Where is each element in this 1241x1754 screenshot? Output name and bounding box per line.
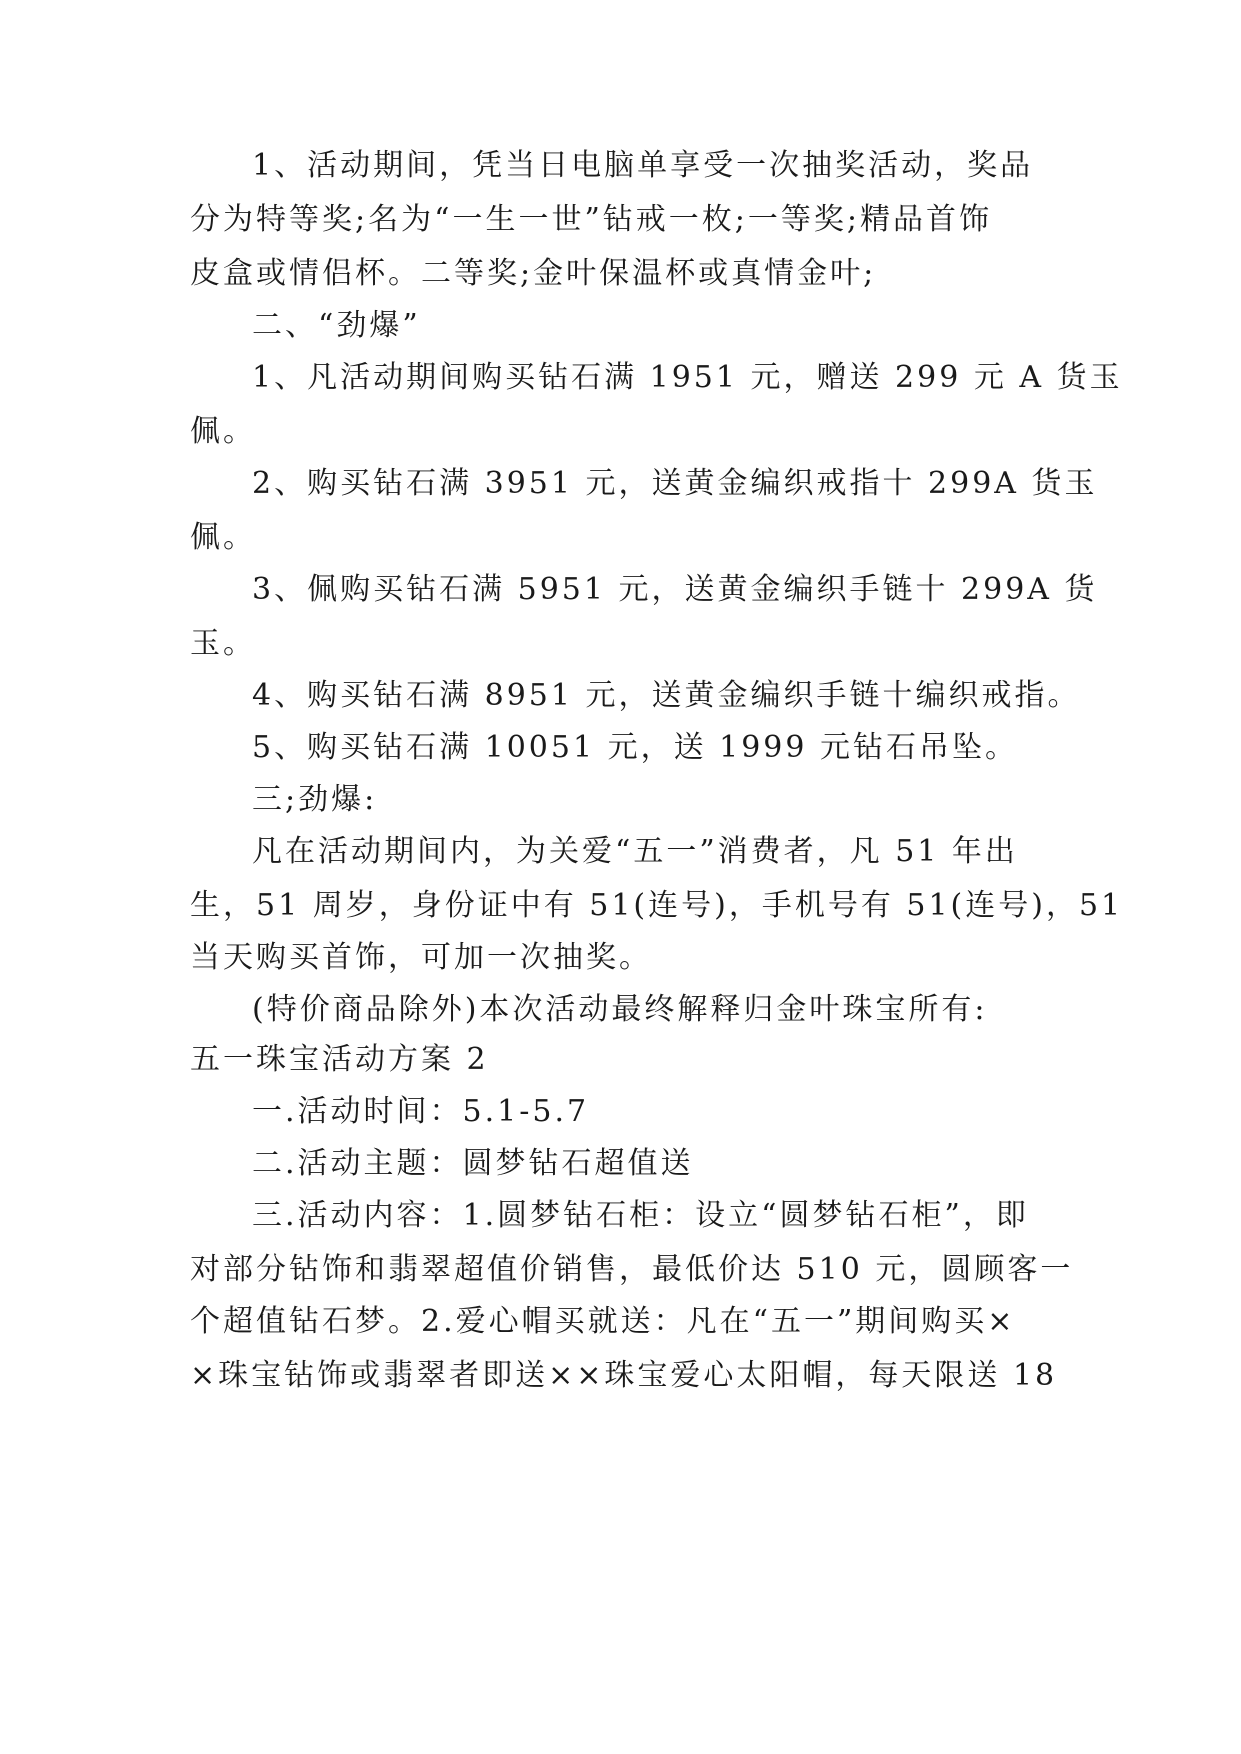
- paragraph-line: 当天购买首饰，可加一次抽奖。: [190, 940, 652, 975]
- document-title: 五一珠宝活动方案 2: [190, 1042, 489, 1077]
- paragraph-line: ×珠宝钻饰或翡翠者即送××珠宝爱心太阳帽，每天限送 18: [190, 1358, 1058, 1393]
- paragraph-line: 对部分钻饰和翡翠超值价销售，最低价达 510 元，圆顾客一: [190, 1252, 1074, 1287]
- paragraph-line: 佩。: [190, 520, 256, 555]
- paragraph-line: 个超值钻石梦。2.爱心帽买就送：凡在“五一”期间购买×: [190, 1304, 1016, 1339]
- paragraph-line: 2、购买钻石满 3951 元，送黄金编织戒指十 299A 货玉: [252, 466, 1098, 501]
- paragraph-line: 3、佩购买钻石满 5951 元，送黄金编织手链十 299A 货: [252, 572, 1098, 607]
- section-heading: 二、“劲爆”: [252, 308, 421, 343]
- paragraph-line: 佩。: [190, 414, 256, 449]
- paragraph-line: 二.活动主题：圆梦钻石超值送: [252, 1146, 694, 1181]
- paragraph-line: 5、购买钻石满 10051 元，送 1999 元钻石吊坠。: [252, 730, 1019, 765]
- paragraph-line: 三.活动内容：1.圆梦钻石柜：设立“圆梦钻石柜”，即: [252, 1198, 1029, 1233]
- paragraph-line: 玉。: [190, 626, 256, 661]
- paragraph-line: 分为特等奖;名为“一生一世”钻戒一枚;一等奖;精品首饰: [190, 202, 992, 237]
- paragraph-line: 凡在活动期间内，为关爱“五一”消费者，凡 51 年出: [252, 834, 1018, 869]
- paragraph-line: 4、购买钻石满 8951 元，送黄金编织手链十编织戒指。: [252, 678, 1081, 713]
- paragraph-line: (特价商品除外)本次活动最终解释归金叶珠宝所有:: [252, 992, 988, 1027]
- section-heading: 三;劲爆:: [252, 782, 378, 817]
- paragraph-line: 生，51 周岁，身份证中有 51(连号)，手机号有 51(连号)，51: [190, 888, 1124, 923]
- paragraph-line: 一.活动时间：5.1-5.7: [252, 1094, 590, 1129]
- paragraph-line: 皮盒或情侣杯。二等奖;金叶保温杯或真情金叶;: [190, 256, 877, 291]
- paragraph-line: 1、活动期间，凭当日电脑单享受一次抽奖活动，奖品: [252, 148, 1034, 183]
- paragraph-line: 1、凡活动期间购买钻石满 1951 元，赠送 299 元 A 货玉: [252, 360, 1123, 395]
